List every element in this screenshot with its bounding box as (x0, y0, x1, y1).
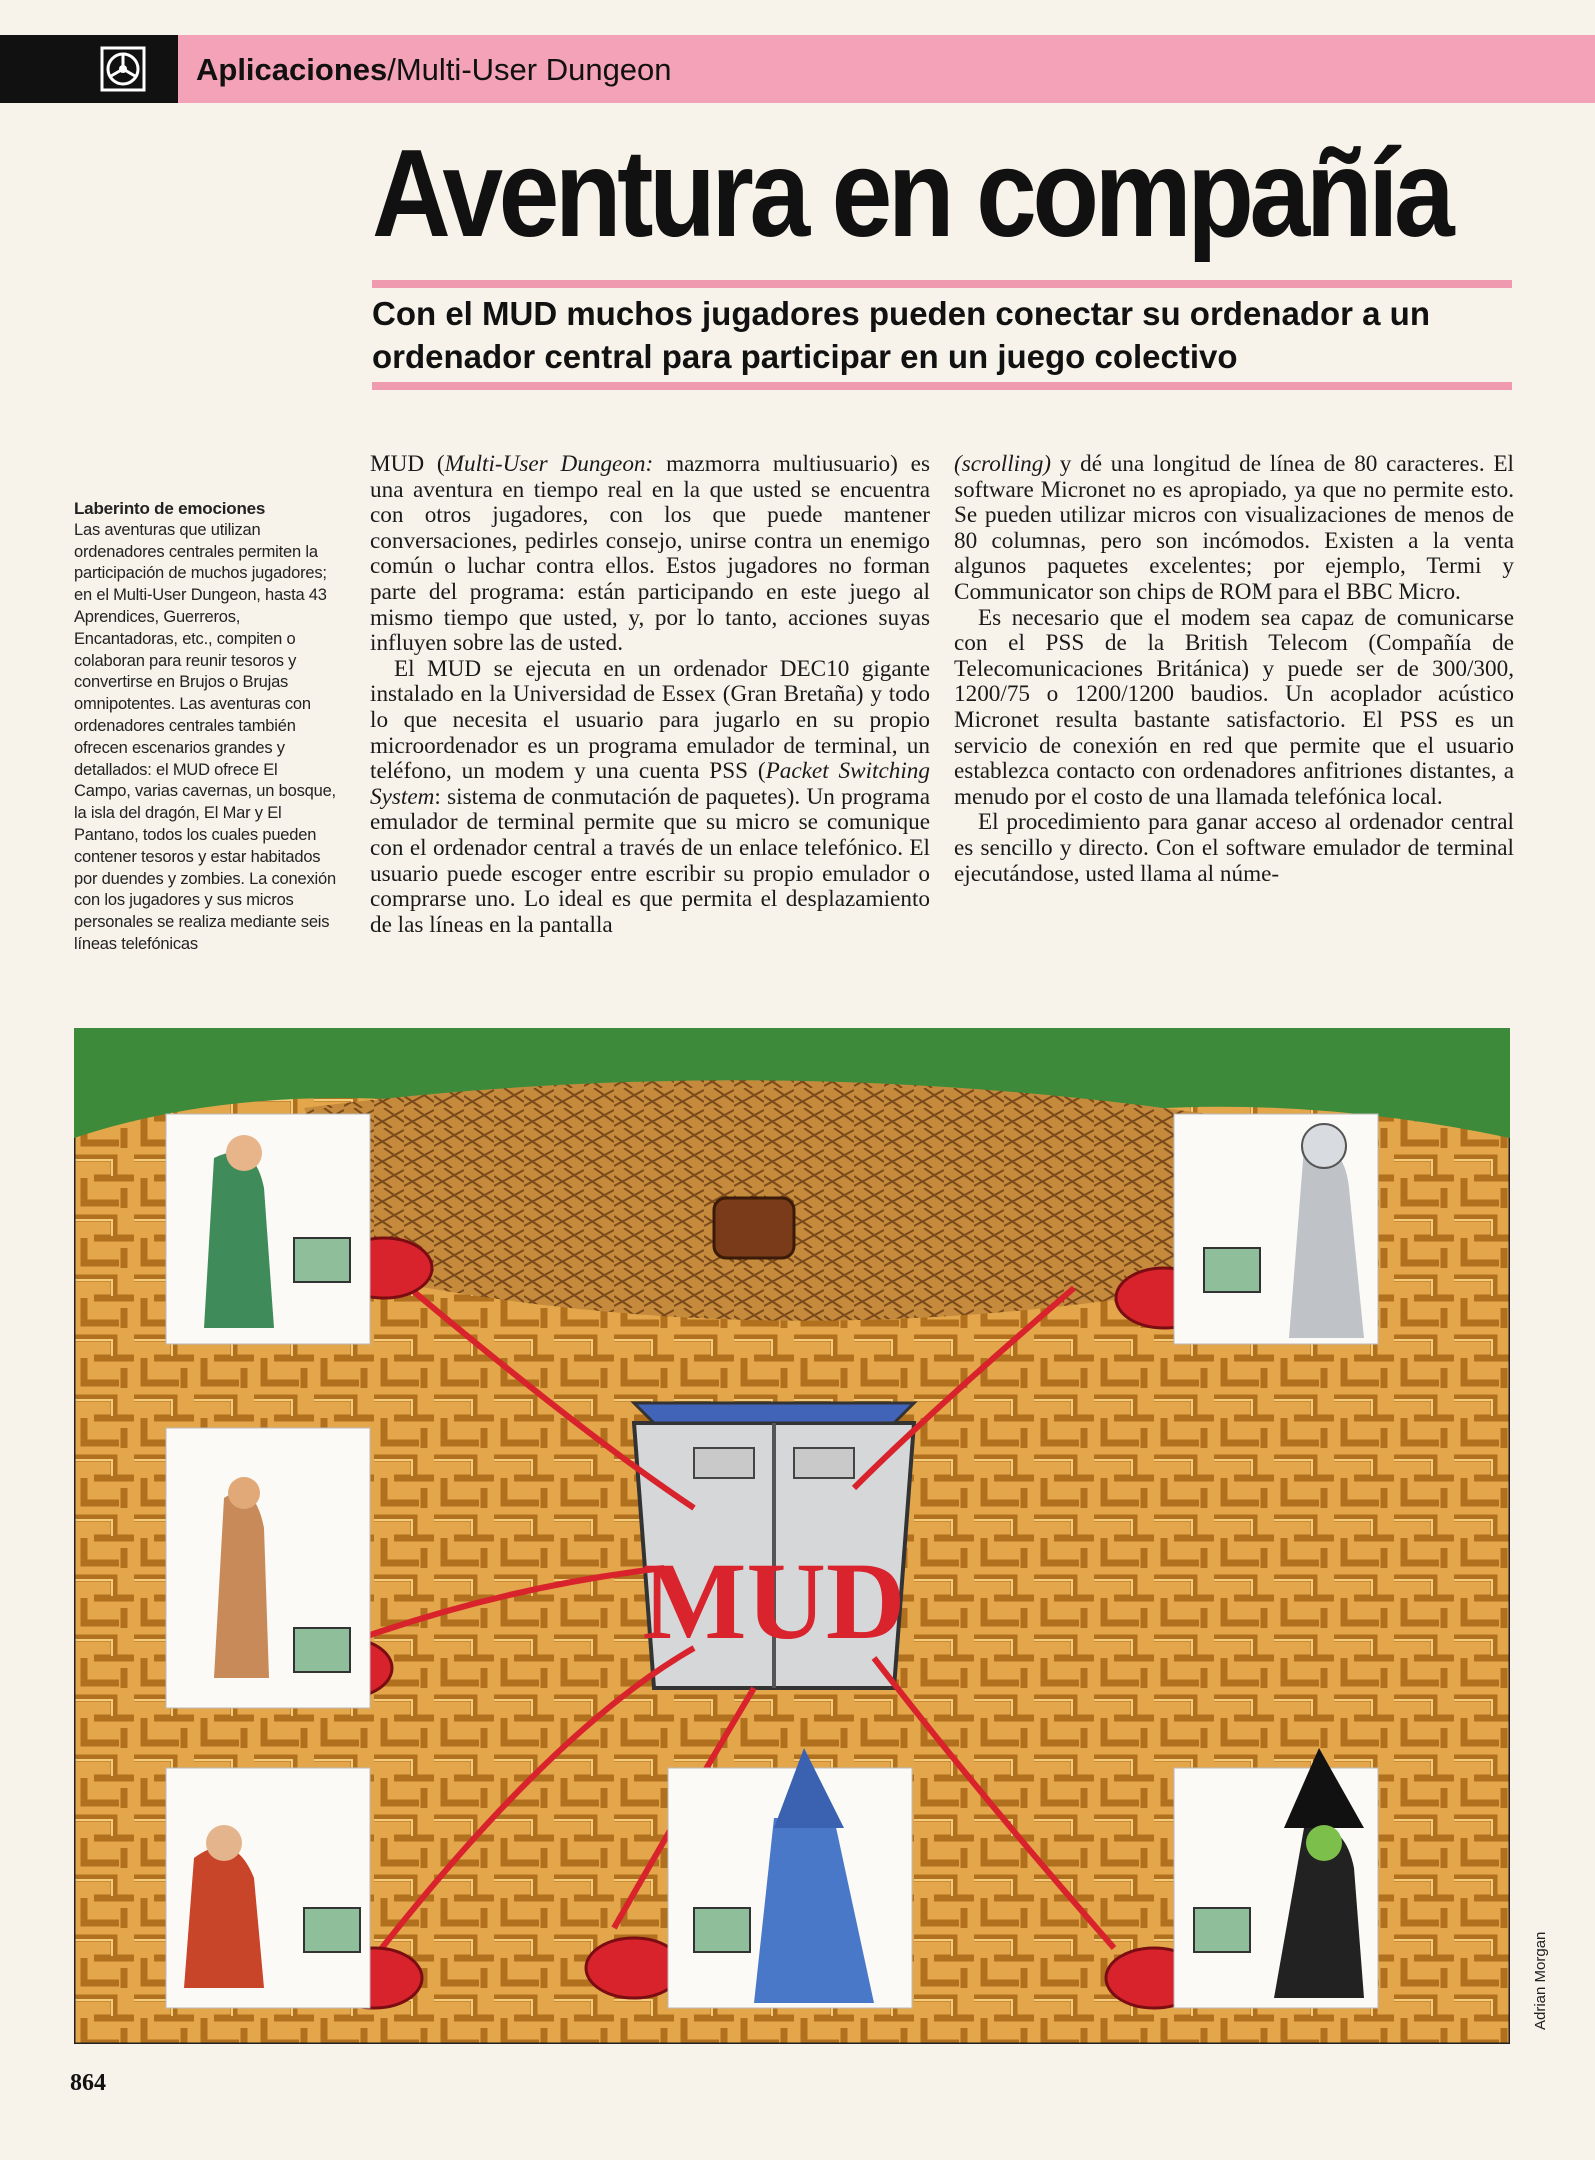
p1-rest: mazmorra multiusuario) es una aventura en tiempo real en la que usted se encuentra con otros jugadores, con los que puede mantener conversaciones, pedirles consejo, unirse contra un enemigo común o luchar contra ellos. Estos jugadores no forman parte del programa: están participando en este juego al mismo tiempo que usted, y, por lo tanto, acciones suyas influyen sobre las de usted. (370, 451, 930, 657)
page-subtitle: Con el MUD muchos jugadores pueden conectar su ordenador a un ordenador central para participar en un juego colectivo (372, 295, 1430, 375)
subsection-label: /Multi-User Dungeon (387, 52, 672, 87)
article-paragraph-4: El procedimiento para ganar acceso al ordenador central es sencillo y directo. Con el software emulador de terminal ejecutándose, usted llama al núme- (954, 809, 1514, 887)
article-paragraph-1 (370, 452, 930, 657)
p2-start: El MUD se ejecuta en un ordenador DEC10 gigante instalado en la Universidad de Essex (Gran Bretaña) y todo lo que necesita el usuario para jugarlo en su propio microordenador es un programa emulador de terminal, un teléfono, un modem y una cuenta PSS ( (370, 655, 930, 785)
article-column-1 (370, 452, 930, 938)
section-label: Aplicaciones (196, 52, 388, 87)
sidebar-heading: Laberinto de emociones (74, 499, 266, 518)
title-rule (372, 280, 1512, 288)
p2-italic-2: (scrolling) (954, 451, 1052, 477)
p1-italic: Multi-User Dungeon: (444, 451, 654, 477)
illustration-credit: Adrian Morgan (1532, 1931, 1549, 2030)
treasure-chest-icon (714, 1198, 794, 1258)
article-column-2 (954, 452, 1514, 887)
header-logo-box (0, 35, 178, 103)
computer-icon (1194, 1908, 1250, 1952)
server-label: MUD (642, 1540, 906, 1662)
article-paragraph-2-continued (954, 452, 1514, 606)
section-breadcrumb (196, 52, 672, 88)
article-paragraph-3: Es necesario que el modem sea capaz de comunicarse con el PSS de la British Telecom (Compañía de Telecomunicaciones Británica) y puede ser de 300/300, 1200/75 o 1200/1200 baudios. Un acoplador acústico Micronet resulta bastante satisfactorio. El PSS es un servicio de conexión en red que permite que el usuario establezca contacto con ordenadores anfitriones distantes, a menudo por el costo de una llamada telefónica local. (954, 604, 1514, 810)
sidebar-body: Las aventuras que utilizan ordenadores centrales permiten la participación de muchos jugadores; en el Multi-User Dungeon, hasta 43 Aprendices, Guerreros, Encantadoras, etc., compiten o colaboran para reunir tesoros y convertirse en Brujos o Brujas omnipotentes. Las aventuras con ordenadores centrales también ofrecen escenarios grandes y detallados: el MUD ofrece El Campo, varias cavernas, un bosque, la isla del dragón, El Mar y El Pantano, todos los cuales pueden contener tesoros y estar habitados por duendes y zombies. La conexión con los jugadores y sus micros personales se realiza mediante seis líneas telefónicas (74, 520, 336, 953)
computer-icon (304, 1908, 360, 1952)
sidebar-caption (74, 498, 336, 956)
computer-icon (694, 1908, 750, 1952)
page-title: Aventura en compañía (372, 125, 1451, 263)
gear-circle-icon (100, 46, 146, 92)
p2-end: y dé una longitud de línea de 80 caracteres. El software Micronet no es apropiado, ya que no permite esto. Se pueden utilizar micros con visualizaciones de menos de 80 columnas, pero son incómodos. Existen a la venta algunos paquetes excelentes; por ejemplo, Termi y Communicator son chips de ROM para el BBC Micro. (954, 451, 1514, 605)
maze-illustration (74, 1028, 1510, 2044)
p2-rest: : sistema de conmutación de paquetes). Un programa emulador de terminal permite que su micro se comunique con el ordenador central a través de un enlace telefónico. El usuario puede escoger entre escribir su propio emulador o comprarse uno. Lo ideal es que permita el desplazamiento de las líneas en la pantalla (370, 783, 930, 938)
p1-start: MUD ( (370, 451, 445, 477)
computer-icon (1204, 1248, 1260, 1292)
article-paragraph-2 (370, 657, 930, 939)
computer-icon (294, 1628, 350, 1672)
subtitle-rule (372, 382, 1512, 390)
page-number: 864 (70, 2070, 106, 2096)
p2-italic: Packet Switching System (370, 758, 930, 810)
mud-server (634, 1403, 914, 1688)
computer-icon (294, 1238, 350, 1282)
